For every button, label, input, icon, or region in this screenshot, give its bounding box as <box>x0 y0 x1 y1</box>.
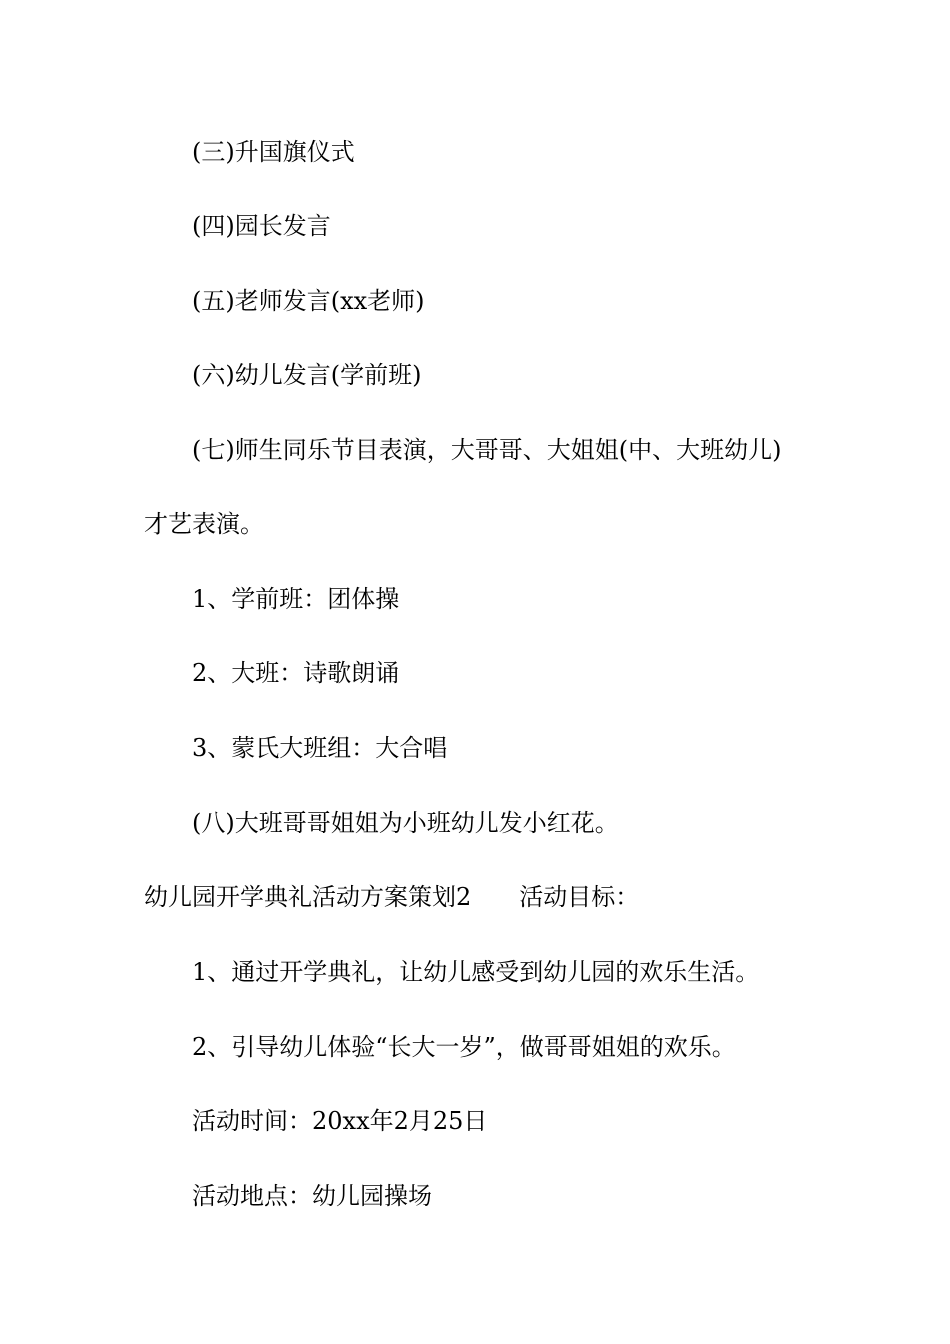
list-item: 3、蒙氏大班组：大合唱 <box>192 734 448 762</box>
text-line: 才艺表演。 <box>144 510 264 538</box>
text-line: 活动时间：20xx年2月25日 <box>192 1107 488 1135</box>
text-line: (三)升国旗仪式 <box>192 138 355 166</box>
section-title: 幼儿园开学典礼活动方案策划2 <box>144 883 472 911</box>
text-line: (八)大班哥哥姐姐为小班幼儿发小红花。 <box>192 809 619 837</box>
text-line: (六)幼儿发言(学前班) <box>192 361 422 389</box>
list-item: 2、引导幼儿体验“长大一岁”，做哥哥姐姐的欢乐。 <box>192 1033 736 1061</box>
list-item: 1、通过开学典礼，让幼儿感受到幼儿园的欢乐生活。 <box>192 958 760 986</box>
section-heading-line <box>144 882 639 912</box>
text-line: (五)老师发言(xx老师) <box>192 287 425 315</box>
list-item: 1、学前班：团体操 <box>192 585 400 613</box>
text-line: (七)师生同乐节目表演，大哥哥、大姐姐(中、大班幼儿) <box>192 436 782 464</box>
section-subheading: 活动目标： <box>519 883 640 911</box>
text-line: 活动地点：幼儿园操场 <box>192 1182 432 1210</box>
list-item: 2、大班：诗歌朗诵 <box>192 659 400 687</box>
text-line: (四)园长发言 <box>192 212 331 240</box>
